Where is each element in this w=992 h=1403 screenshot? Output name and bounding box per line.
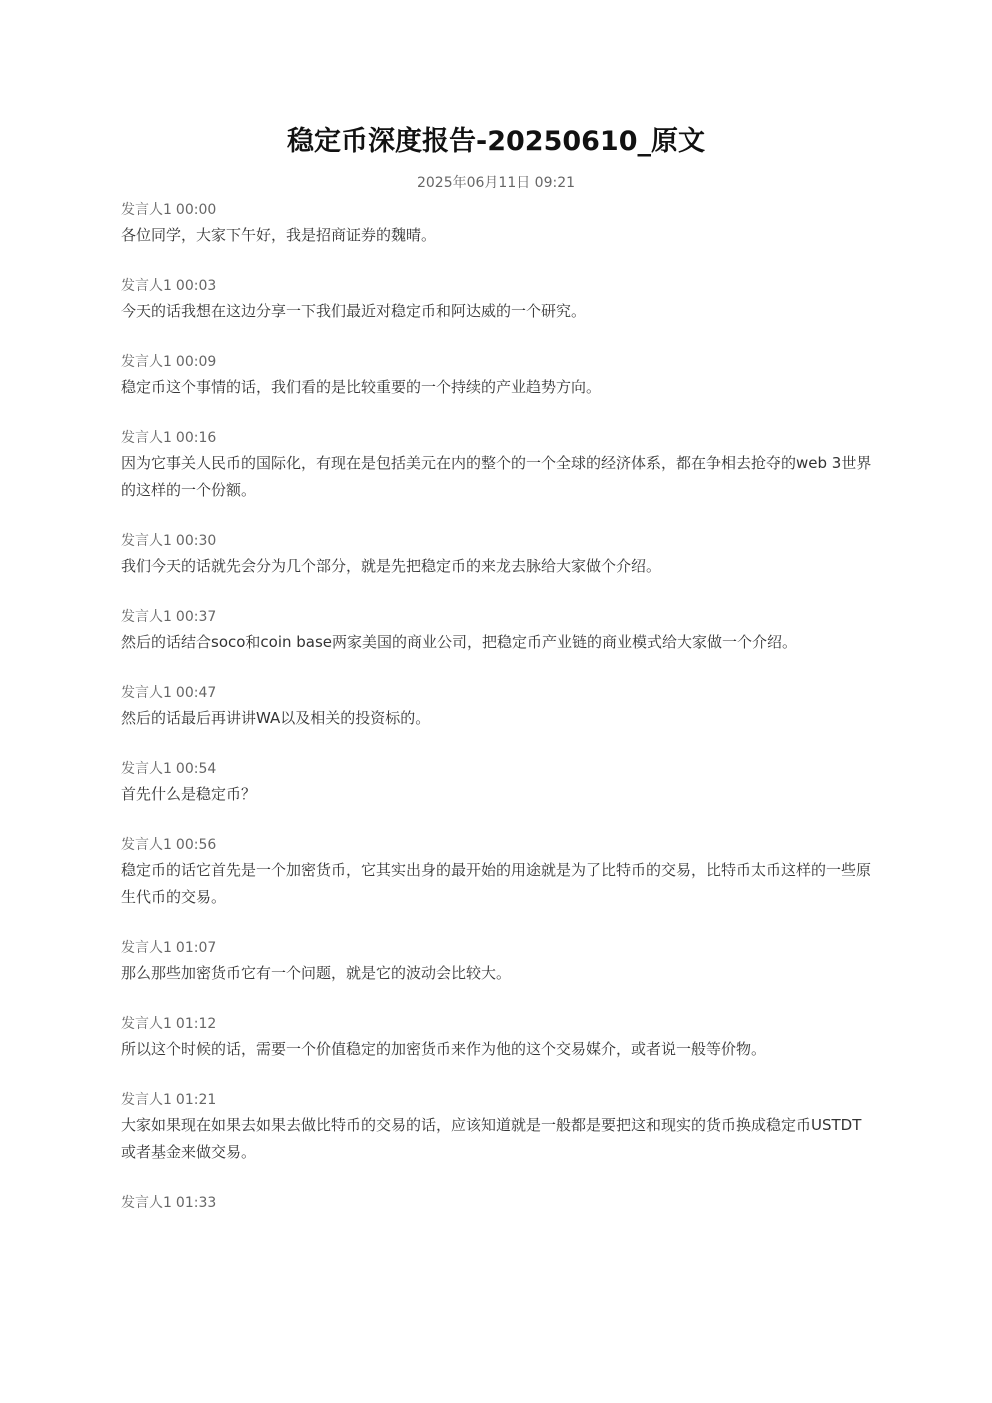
timestamp: 01:12 [175, 1016, 217, 1032]
speaker-name: 发言人1 [121, 1195, 172, 1211]
speaker-line [121, 1012, 873, 1036]
utterance-text: 今天的话我想在这边分享一下我们最近对稳定币和阿达威的一个研究。 [121, 302, 587, 320]
transcript-entry [121, 757, 873, 808]
speaker-name: 发言人1 [121, 940, 172, 956]
timestamp: 00:47 [175, 685, 217, 701]
transcript-entry [121, 198, 873, 249]
timestamp: 00:03 [175, 278, 217, 294]
speaker-name: 发言人1 [121, 202, 172, 218]
utterance-text: 各位同学，大家下午好，我是招商证券的魏晴。 [121, 226, 437, 244]
transcript-entry [121, 1191, 873, 1215]
timestamp: 00:56 [175, 837, 217, 853]
utterance-text: 所以这个时候的话，需要一个价值稳定的加密货币来作为他的这个交易媒介，或者说一般等价物。 [121, 1040, 767, 1058]
utterance-text: 然后的话结合soco和coin base两家美国的商业公司，把稳定币产业链的商业模式给大家做一个介绍。 [121, 633, 798, 651]
speaker-line [121, 833, 873, 857]
transcript-entry [121, 1088, 873, 1166]
timestamp: 00:16 [175, 430, 217, 446]
speaker-name: 发言人1 [121, 685, 172, 701]
timestamp: 00:37 [175, 609, 217, 625]
timestamp: 00:09 [175, 354, 217, 370]
speaker-name: 发言人1 [121, 1016, 172, 1032]
timestamp: 00:30 [175, 533, 217, 549]
speaker-name: 发言人1 [121, 837, 172, 853]
speaker-name: 发言人1 [121, 609, 172, 625]
transcript-entry [121, 529, 873, 580]
timestamp: 01:33 [175, 1195, 217, 1211]
speaker-line [121, 426, 873, 450]
speaker-line [121, 350, 873, 374]
timestamp: 00:00 [175, 202, 217, 218]
speaker-line [121, 605, 873, 629]
speaker-line [121, 198, 873, 222]
timestamp: 00:54 [175, 761, 217, 777]
speaker-line [121, 274, 873, 298]
transcript-list [121, 198, 873, 1240]
speaker-line [121, 681, 873, 705]
transcript-entry [121, 350, 873, 401]
speaker-name: 发言人1 [121, 430, 172, 446]
timestamp: 01:21 [175, 1092, 217, 1108]
document-datetime: 2025年06月11日 09:21 [416, 175, 576, 191]
utterance-text: 因为它事关人民币的国际化，有现在是包括美元在内的整个的一个全球的经济体系，都在争相去抢夺的web 3世界的这样的一个份额。 [121, 454, 872, 499]
timestamp: 01:07 [175, 940, 217, 956]
transcript-entry [121, 681, 873, 732]
speaker-line [121, 1191, 873, 1215]
transcript-entry [121, 1012, 873, 1063]
speaker-line [121, 757, 873, 781]
utterance-text: 大家如果现在如果去如果去做比特币的交易的话，应该知道就是一般都是要把这和现实的货币换成稳定币USTDT或者基金来做交易。 [121, 1116, 862, 1161]
utterance-text: 然后的话最后再讲讲WA以及相关的投资标的。 [121, 709, 431, 727]
speaker-name: 发言人1 [121, 761, 172, 777]
utterance-text: 稳定币的话它首先是一个加密货币，它其实出身的最开始的用途就是为了比特币的交易，比特币太币这样的一些原生代币的交易。 [121, 861, 872, 906]
utterance-text: 那么那些加密货币它有一个问题，就是它的波动会比较大。 [121, 964, 512, 982]
document-title: 稳定币深度报告-20250610_原文 [287, 126, 705, 157]
transcript-entry [121, 274, 873, 325]
speaker-name: 发言人1 [121, 533, 172, 549]
speaker-line [121, 529, 873, 553]
transcript-entry [121, 605, 873, 656]
speaker-line [121, 936, 873, 960]
transcript-entry [121, 833, 873, 911]
speaker-name: 发言人1 [121, 354, 172, 370]
utterance-text: 稳定币这个事情的话，我们看的是比较重要的一个持续的产业趋势方向。 [121, 378, 602, 396]
speaker-name: 发言人1 [121, 1092, 172, 1108]
transcript-entry [121, 426, 873, 504]
speaker-line [121, 1088, 873, 1112]
speaker-name: 发言人1 [121, 278, 172, 294]
utterance-text: 首先什么是稳定币？ [121, 785, 257, 803]
utterance-text: 我们今天的话就先会分为几个部分，就是先把稳定币的来龙去脉给大家做个介绍。 [121, 557, 662, 575]
transcript-entry [121, 936, 873, 987]
